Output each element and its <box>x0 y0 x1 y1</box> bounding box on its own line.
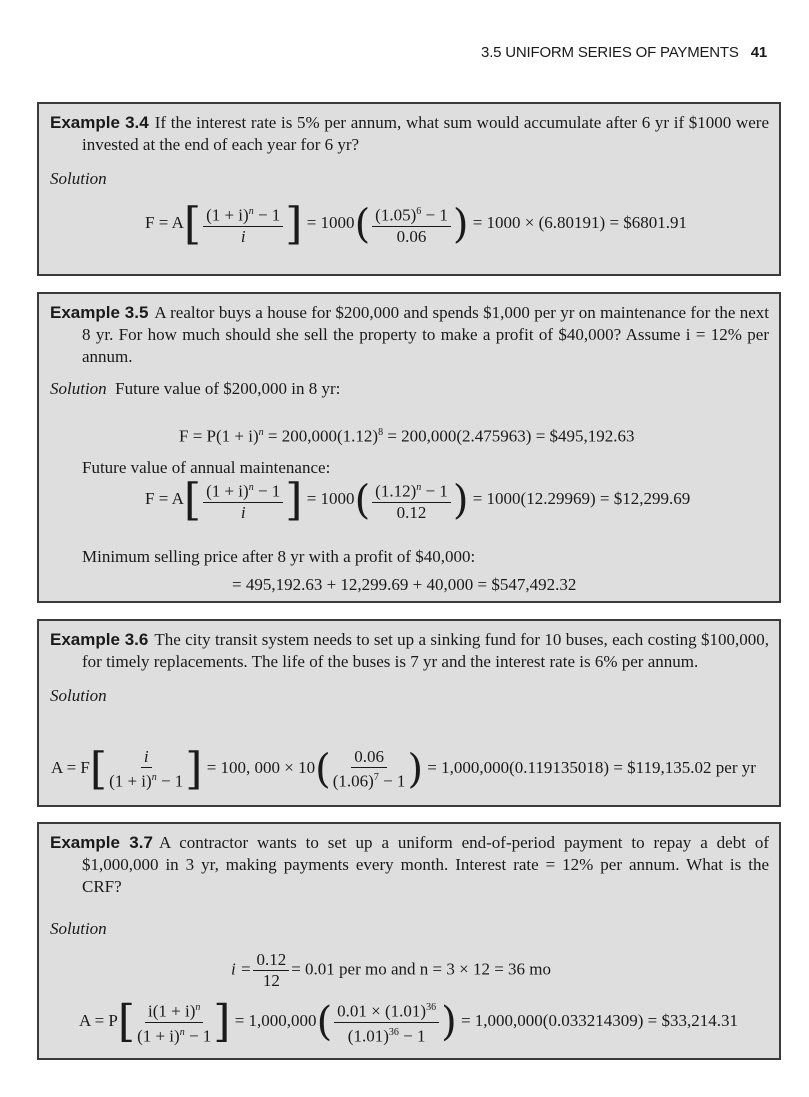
running-header <box>481 44 767 61</box>
section-title: 3.5 UNIFORM SERIES OF PAYMENTS <box>481 44 739 61</box>
example-3-7-box <box>37 822 781 1060</box>
page-number: 41 <box>750 44 767 61</box>
example-3-6-box <box>37 619 781 807</box>
solution-text: Minimum selling price after 8 yr with a profit of $40,000: <box>82 547 476 566</box>
equation: i = $\frac{0.12}{12}$ = 0.01 per mo and n = 3 × 12 = 36 mo <box>231 950 552 990</box>
solution-text: Future value of annual maintenance: <box>82 458 331 477</box>
example-title: Example 3.4 <box>50 113 149 132</box>
equation: $F = P(1 + i)^n = 200,000(1.12)^8 = 200,000(2.475963)$ = $495,192.63 <box>179 426 635 446</box>
solution-label: Solution <box>50 169 107 188</box>
example-3-6-problem: Example 3.6 The city transit system needs to set up a sinking fund for 10 buses, each costing $100,000, for timely replacements. The life of the buses is 7 yr and the interest rate is 6% per annum. <box>50 630 770 671</box>
example-title: Example 3.5 <box>50 303 149 322</box>
solution-label: Solution <box>50 919 107 938</box>
equation: = 495,192.63 + 12,299.69 + 40,000 = $547,492.32 <box>232 575 577 594</box>
example-3-4-box <box>37 102 781 276</box>
solution-intro: Solution Future value of $200,000 in 8 yr: <box>50 379 341 398</box>
example-title: Example 3.6 <box>50 630 149 649</box>
equation: F = A[ $\frac{(1 + i)^n - 1}{i}$ ] = 1000( $\frac{(1.05)^6 - 1}{0.06}$ ) = 1000 × (6.80191) = $6801.91 <box>145 198 688 250</box>
solution-label: Solution <box>50 686 107 705</box>
equation: A = P[ $\frac{i(1 + i)^n}{(1 + i)^n - 1}$ ] = 1,000,000( $\frac{0.01 \times (1.01)^{36}}{(1.01)^{36} - 1}$ ) = 1,000,000(0.033214309) = $33,214.31 <box>79 996 738 1048</box>
equation: F = A[ $\frac{(1 + i)^n - 1}{i}$ ] = 1000( $\frac{(1.12)^n - 1}{0.12}$ ) = 1000(12.29969) = $12,299.69 <box>145 474 691 526</box>
example-3-4-problem: Example 3.4 If the interest rate is 5% per annum, what sum would accumulate after 6 yr if $1000 were invested at the end of each year for 6 yr? <box>50 113 770 154</box>
example-title: Example 3.7 <box>50 833 153 852</box>
equation: A = F[ $\frac{i}{(1 + i)^n - 1}$ ] = 100, 000 × 10( $\frac{0.06}{(1.06)^7 - 1}$ ) = 1,000,000(0.119135018) = $119,135.02 per yr <box>51 743 756 795</box>
example-3-7-problem: Example 3.7 A contractor wants to set up a uniform end-of-period payment to repay a debt of $1,000,000 in 3 yr, making payments every month. Interest rate = 12% per annum. What is the CRF? <box>50 833 770 896</box>
example-3-5-box <box>37 292 781 603</box>
example-3-5-problem: Example 3.5 A realtor buys a house for $200,000 and spends $1,000 per yr on maintenance for the next 8 yr. For how much should she sell the property to make a profit of $40,000? Assume i = 12% per annum. <box>50 303 770 366</box>
